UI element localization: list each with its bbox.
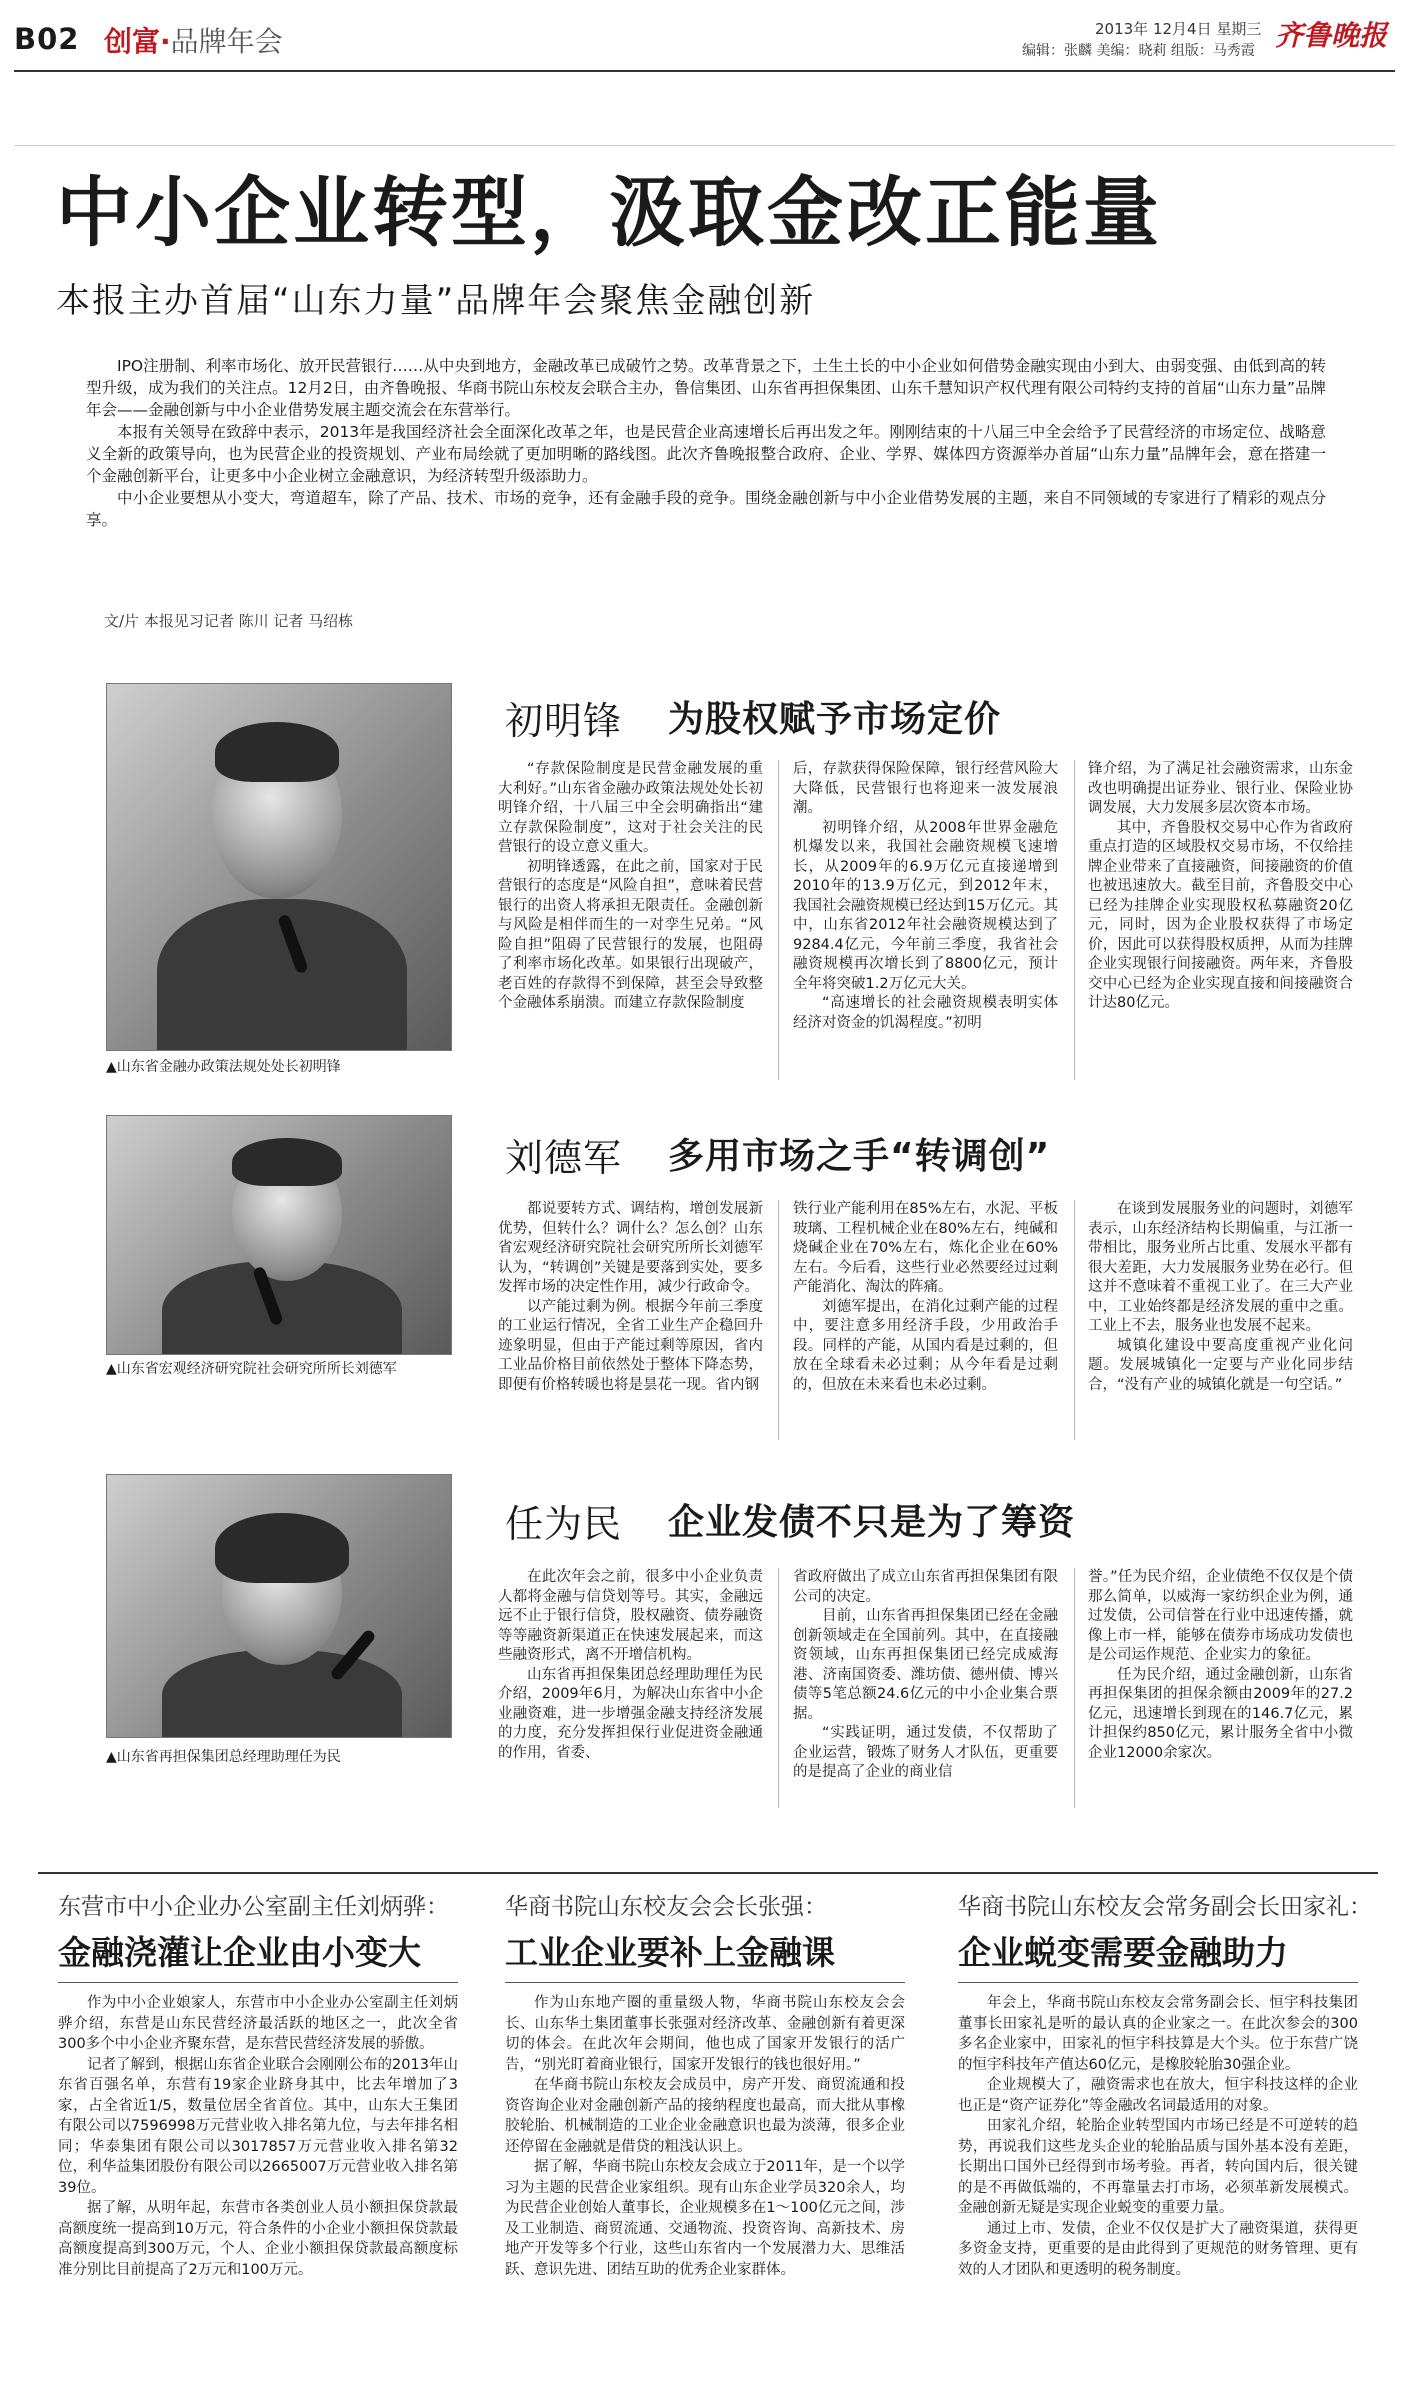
column-divider bbox=[778, 760, 779, 1080]
text-column bbox=[793, 1200, 1058, 1395]
paragraph: 铁行业产能利用在85%左右，水泥、平板玻璃、工程机械企业在80%左右，纯碱和烧碱企业在70%左右，炼化企业在60%左右。今后看，这些行业必然要经过过剩产能消化、淘汰的阵痛。 bbox=[793, 1201, 1058, 1295]
paragraph: 企业规模大了，融资需求也在放大，恒宇科技这样的企业也正是“资产证券化”等金融改名词最适用的对象。 bbox=[958, 2077, 1358, 2114]
section-label bbox=[104, 20, 283, 60]
paragraph: 作为山东地产圈的重量级人物，华商书院山东校友会会长、山东华土集团董事长张强对经济改革、金融创新有着更深切的体会。在此次年会期间，他也成了国家开发银行的活广告，“别光盯着商业银行，国家开发银行的钱也很好用。” bbox=[505, 1995, 905, 2073]
photo-caption: ▲山东省宏观经济研究院社会研究所所长刘德军 bbox=[106, 1361, 397, 1377]
section-headline: 多用市场之手“转调创” bbox=[668, 1136, 1051, 1177]
text-column bbox=[793, 1568, 1058, 1783]
column-divider bbox=[1074, 760, 1075, 1080]
intro-paragraph: IPO注册制、利率市场化、放开民营银行……从中央到地方，金融改革已成破竹之势。改革背景之下，土生土长的中小企业如何借势金融实现由小到大、由弱变强、由低到高的转型升级，成为我们的关注点。12月2日，由齐鲁晚报、华商书院山东校友会联合主办，鲁信集团、山东省再担保集团、山东千慧知识产权代理有限公司特约支持的首届“山东力量”品牌年会——金融创新与中小企业借势发展主题交流会在东营举行。 bbox=[86, 357, 1326, 419]
interview-heading: 东营市中小企业办公室副主任刘炳骅： bbox=[58, 1894, 449, 1920]
column-divider bbox=[778, 1200, 779, 1440]
byline: 文/片 本报见习记者 陈川 记者 马绍栋 bbox=[104, 612, 354, 630]
photo-caption: ▲山东省再担保集团总经理助理任为民 bbox=[106, 1749, 341, 1765]
article-subtitle: 本报主办首届“山东力量”品牌年会聚焦金融创新 bbox=[56, 281, 816, 321]
section-headline: 企业发债不只是为了筹资 bbox=[668, 1502, 1076, 1543]
paragraph: “存款保险制度是民营金融发展的重大利好。”山东省金融办政策法规处处长初明锋介绍，十八届三中全会明确指出“建立存款保险制度”，这对于社会关注的民营银行的设立意义重大。 bbox=[498, 761, 763, 855]
paragraph: 任为民介绍，通过金融创新，山东省再担保集团的担保余额由2009年的27.2亿元，迅速增长到现在的146.7亿元，累计担保约850亿元，累计服务全省中小微企业12000余家次。 bbox=[1088, 1666, 1353, 1761]
header-rule bbox=[14, 70, 1395, 72]
text-column bbox=[498, 1200, 763, 1395]
text-column bbox=[793, 760, 1058, 1033]
paragraph: 都说要转方式、调结构，增创发展新优势，但转什么？调什么？怎么创？山东省宏观经济研究院社会研究所所长刘德军认为，“转调创”关键是要落到实处，要多发挥市场的决定性作用，减少行政命令。 bbox=[498, 1201, 763, 1295]
article-title: 中小企业转型，汲取金改正能量 bbox=[56, 168, 1162, 257]
portrait-photo-liu bbox=[106, 1115, 452, 1355]
paragraph: 其中，齐鲁股权交易中心作为省政府重点打造的区域股权交易市场，不仅给挂牌企业带来了直接融资，间接融资的价值也被迅速放大。截至目前，齐鲁股交中心已经为挂牌企业实现股权私募融资20亿元，同时，因为企业股权获得了市场定价，因此可以获得股权质押，从而为挂牌企业实现银行间接融资。两年来，齐鲁股交中心已经为企业实现直接和间接融资合计达80亿元。 bbox=[1088, 819, 1353, 1011]
paragraph: “实践证明，通过发债，不仅帮助了企业运营，锻炼了财务人才队伍，更重要的是提高了企业的商业信 bbox=[793, 1725, 1058, 1780]
text-column bbox=[498, 1568, 763, 1763]
bottom-divider bbox=[38, 1872, 1378, 1874]
issue-date: 2013年 12月4日 星期三 bbox=[1095, 20, 1262, 38]
intro-paragraph: 中小企业要想从小变大，弯道超车，除了产品、技术、市场的竞争，还有金融手段的竞争。围绕金融创新与中小企业借势发展的主题，来自不同领域的专家进行了精彩的观点分享。 bbox=[86, 489, 1326, 529]
column-divider bbox=[1074, 1200, 1075, 1440]
article-intro bbox=[86, 355, 1326, 531]
paragraph: 以产能过剩为例。根据今年前三季度的工业运行情况，全省工业生产企稳回升迹象明显，但由于产能过剩等原因，省内工业品价格目前依然处于整体下降态势，即便有价格转暖也将是昙花一现。省内钢 bbox=[498, 1298, 763, 1393]
column-divider bbox=[1074, 1568, 1075, 1808]
title-underline bbox=[958, 1982, 1358, 1983]
paragraph: 省政府做出了成立山东省再担保集团有限公司的决定。 bbox=[793, 1569, 1058, 1605]
paragraph: 在此次年会之前，很多中小企业负责人都将金融与信贷划等号。其实，金融远远不止于银行信贷，股权融资、债券融资等等融资新渠道正在快速发展起来，而这些融资形式，离不开增信机构。 bbox=[498, 1569, 763, 1663]
paragraph: 在华商书院山东校友会成员中，房产开发、商贸流通和投资咨询企业对金融创新产品的接纳程度也最高，而大批从事橡胶轮胎、机械制造的工业企业金融意识也最为淡薄，很多企业还停留在金融就是借贷的粗浅认识上。 bbox=[505, 2077, 905, 2155]
paragraph: “高速增长的社会融资规模表明实体经济对资金的饥渴程度。”初明 bbox=[793, 995, 1058, 1031]
interview-title: 金融浇灌让企业由小变大 bbox=[58, 1933, 421, 1972]
interview-text bbox=[58, 1993, 458, 2280]
paragraph: 目前，山东省再担保集团已经在金融创新领域走在全国前列。其中，在直接融资领域，山东再担保集团已经完成威海港、济南国资委、潍坊债、德州债、博兴债等5笔总额24.6亿元的中小企业集合票据。 bbox=[793, 1608, 1058, 1722]
speaker-name: 任为民 bbox=[505, 1502, 623, 1546]
speaker-name: 刘德军 bbox=[505, 1136, 623, 1180]
interview-title: 工业企业要补上金融课 bbox=[505, 1933, 835, 1972]
paragraph: 初明锋透露，在此之前，国家对于民营银行的态度是“风险自担”，意味着民营银行的出资人将承担无限责任。金融创新与风险是相伴而生的一对孪生兄弟。“风险自担”阻碍了民营银行的发展，也阻碍了利率市场化改革。如果银行出现破产，老百姓的存款得不到保障，甚至会导致整个金融体系崩溃。而建立存款保险制度 bbox=[498, 858, 763, 1011]
photo-caption: ▲山东省金融办政策法规处处长初明锋 bbox=[106, 1059, 341, 1075]
section-dot: · bbox=[160, 25, 171, 58]
paragraph: 记者了解到，根据山东省企业联合会刚刚公布的2013年山东省百强名单，东营有19家企业跻身其中，比去年增加了3家，占全省近1/5，数量位居全省首位。其中，山东大王集团有限公司以7596998万元营业收入排名第九位，与去年排名相同；华泰集团有限公司以3017857万元营业收入排名第32位，利华益集团股份有限公司以2665007万元营业收入排名第39位。 bbox=[58, 2056, 458, 2196]
text-column bbox=[1088, 1200, 1353, 1395]
paragraph: 初明锋介绍，从2008年世界金融危机爆发以来，我国社会融资规模飞速增长，从2009年的6.9万亿元直接递增到2010年的13.9万亿元，到2012年末，我国社会融资规模已经达到15万亿元。其中，山东省2012年社会融资规模达到了9284.4亿元，今年前三季度，我省社会融资规模再次增长到了8800亿元，预计全年将突破1.2万亿元大关。 bbox=[793, 819, 1058, 992]
speaker-name: 初明锋 bbox=[505, 699, 623, 743]
title-underline bbox=[505, 1982, 905, 1983]
paragraph: 据了解，从明年起，东营市各类创业人员小额担保贷款最高额度统一提高到10万元，符合条件的小企业小额担保贷款最高额度提高到300万元，个人、企业小额担保贷款最高额度标准分别比目前提高了2万元和100万元。 bbox=[58, 2200, 458, 2278]
interview-heading: 华商书院山东校友会会长张强： bbox=[505, 1894, 827, 1920]
intro-paragraph: 本报有关领导在致辞中表示，2013年是我国经济社会全面深化改革之年，也是民营企业高速增长后再出发之年。刚刚结束的十八届三中全会给予了民营经济的市场定位、战略意义全新的政策导向，也为民营企业的投资规划、产业布局绘就了更加明晰的路线图。此次齐鲁晚报整合政府、企业、学界、媒体四方资源举办首届“山东力量”品牌年会，意在搭建一个金融创新平台，让更多中小企业树立金融意识，为经济转型升级添助力。 bbox=[86, 423, 1326, 485]
paragraph: 据了解，华商书院山东校友会成立于2011年，是一个以学习为主题的民营企业家组织。现有山东企业学员320余人，均为民营企业创始人董事长，企业规模多在1～100亿元之间，涉及工业制造、商贸流通、交通物流、投资咨询、高新技术、房地产开发等多个行业，这些山东省内一个发展潜力大、思维活跃、意识先进、团结互助的优秀企业家群体。 bbox=[505, 2159, 905, 2278]
paragraph: 作为中小企业娘家人，东营市中小企业办公室副主任刘炳骅介绍，东营是山东民营经济最活跃的地区之一，此次全省300多个中小企业齐聚东营，是东营民营经济发展的骄傲。 bbox=[58, 1995, 458, 2052]
interview-text bbox=[505, 1993, 905, 2280]
section-sub: 品牌年会 bbox=[170, 25, 283, 58]
staff-credits: 编辑：张麟 美编：晓莉 组版：马秀霞 bbox=[1022, 43, 1255, 59]
interview-title: 企业蜕变需要金融助力 bbox=[958, 1933, 1288, 1972]
text-column bbox=[1088, 1568, 1353, 1763]
portrait-photo-chu bbox=[106, 683, 452, 1051]
section-main: 创富 bbox=[104, 25, 161, 58]
paragraph: 在谈到发展服务业的问题时，刘德军表示，山东经济结构长期偏重，与江浙一带相比，服务业所占比重、发展水平都有很大差距，大力发展服务业势在必行。但这并不意味着不重视工业了。在三大产业中，工业始终都是经济发展的重中之重。工业上不去，服务业也发展不起来。 bbox=[1088, 1201, 1353, 1334]
section-headline: 为股权赋予市场定价 bbox=[668, 699, 1002, 740]
paragraph: 年会上，华商书院山东校友会常务副会长、恒宇科技集团董事长田家礼是听的最认真的企业家之一。在此次参会的300多名企业家中，田家礼的恒宇科技算是大个头。位于东营广饶的恒宇科技年产值达60亿元，是橡胶轮胎30强企业。 bbox=[958, 1995, 1358, 2073]
text-column bbox=[498, 760, 763, 1014]
title-underline bbox=[58, 1982, 458, 1983]
paragraph: 锋介绍，为了满足社会融资需求，山东金改也明确提出证券业、银行业、保险业协调发展，大力发展多层次资本市场。 bbox=[1088, 761, 1353, 816]
text-column bbox=[1088, 760, 1353, 1014]
interview-text bbox=[958, 1993, 1358, 2280]
paragraph: 城镇化建设中要高度重视产业化问题。发展城镇化一定要与产业化同步结合，“没有产业的城镇化就是一句空话。” bbox=[1088, 1337, 1353, 1393]
page-code: B02 bbox=[14, 22, 80, 56]
paragraph: 后，存款获得保险保障，银行经营风险大大降低，民营银行也将迎来一波发展浪潮。 bbox=[793, 761, 1058, 816]
header-rule-thin bbox=[14, 145, 1395, 146]
column-divider bbox=[778, 1568, 779, 1808]
newspaper-logo: 齐鲁晚报 bbox=[1275, 19, 1388, 52]
paragraph: 山东省再担保集团总经理助理任为民介绍，2009年6月，为解决山东省中小企业融资难，进一步增强金融支持经济发展的力度，充分发挥担保行业促进资金融通的作用，省委、 bbox=[498, 1666, 763, 1761]
paragraph: 通过上市、发债，企业不仅仅是扩大了融资渠道，获得更多资金支持，更重要的是由此得到了更规范的财务管理、更有效的人才团队和更透明的税务制度。 bbox=[958, 2220, 1358, 2278]
portrait-photo-ren bbox=[106, 1474, 452, 1738]
paragraph: 田家礼介绍，轮胎企业转型国内市场已经是不可逆转的趋势，再说我们这些龙头企业的轮胎品质与国外基本没有差距，长期出口国外已经得到市场考验。再者，转向国内后，很关键的是不再做低端的，不再靠量去打市场，必须革新发展模式。金融创新无疑是实现企业蜕变的重要力量。 bbox=[958, 2118, 1358, 2216]
paragraph: 誉。”任为民介绍，企业债绝不仅仅是个债那么简单，以威海一家纺织企业为例，通过发债，公司信誉在行业中迅速传播，就像上市一样，能够在债券市场成功发债也是公司运作规范、企业实力的象征。 bbox=[1088, 1569, 1353, 1663]
paragraph: 刘德军提出，在消化过剩产能的过程中，要注意多用经济手段，少用政治手段。同样的产能，从国内看是过剩的，但放在全球看未必过剩；从今年看是过剩的，但放在未来看也未必过剩。 bbox=[793, 1298, 1058, 1393]
interview-heading: 华商书院山东校友会常务副会长田家礼： bbox=[958, 1894, 1372, 1920]
